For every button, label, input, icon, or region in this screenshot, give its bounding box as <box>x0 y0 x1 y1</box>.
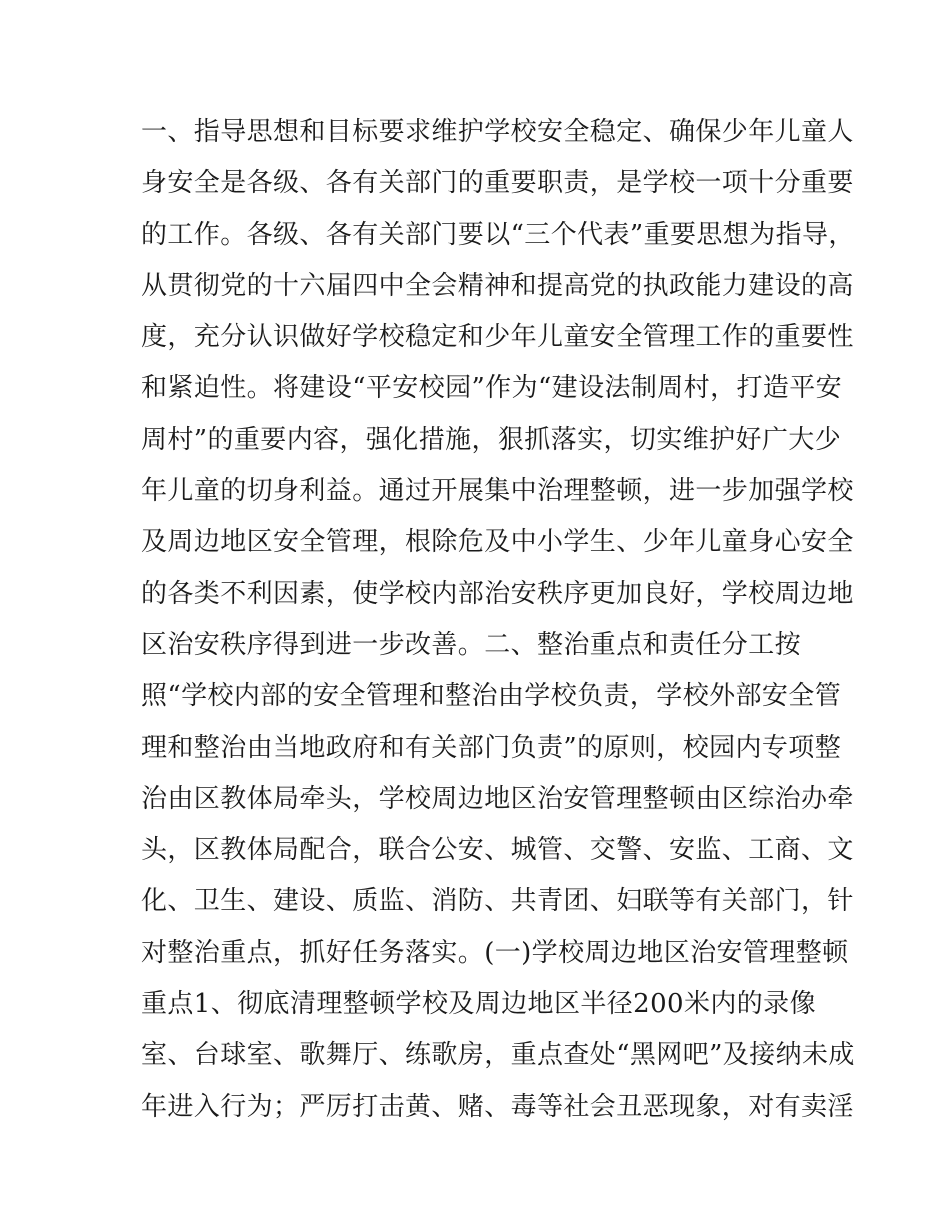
text-line: 和紧迫性。将建设“平安校园”作为“建设法制周村，打造平安 <box>141 373 843 404</box>
text-line: 年进入行为；严厉打击黄、赌、毒等社会丑恶现象，对有卖淫 <box>141 1091 854 1122</box>
body-text <box>141 107 855 1133</box>
text-line: 化、卫生、建设、质监、消防、共青团、妇联等有关部门，针 <box>141 886 854 917</box>
text-line: 一、指导思想和目标要求维护学校安全稳定、确保少年儿童人 <box>141 117 854 147</box>
text-line: 区治安秩序得到进一步改善。二、整治重点和责任分工按 <box>141 629 802 660</box>
text-line: 从贯彻党的十六届四中全会精神和提高党的执政能力建设的高 <box>141 270 854 301</box>
text-line: 理和整治由当地政府和有关部门负责”的原则，校园内专项整 <box>141 732 842 763</box>
text-line: 及周边地区安全管理，根除危及中小学生、少年儿童身心安全 <box>141 527 854 558</box>
text-line: 的各类不利因素，使学校内部治安秩序更加良好，学校周边地 <box>141 578 854 609</box>
text-line: 年儿童的切身利益。通过开展集中治理整顿，进一步加强学校 <box>141 476 854 507</box>
text-line: 对整治重点，抓好任务落实。(一)学校周边地区治安管理整顿 <box>141 937 849 968</box>
text-line: 头，区教体局配合，联合公安、城管、交警、安监、工商、文 <box>141 835 854 866</box>
text-line: 度，充分认识做好学校稳定和少年儿童安全管理工作的重要性 <box>141 322 854 353</box>
text-line: 身安全是各级、各有关部门的重要职责，是学校一项十分重要 <box>141 168 854 199</box>
text-line: 的工作。各级、各有关部门要以“三个代表”重要思想为指导， <box>141 219 855 250</box>
text-line: 治由区教体局牵头，学校周边地区治安管理整顿由区综治办牵 <box>141 783 854 814</box>
text-line: 室、台球室、歌舞厅、练歌房，重点查处“黑网吧”及接纳未成 <box>141 1040 855 1071</box>
text-line: 照“学校内部的安全管理和整治由学校负责，学校外部安全管 <box>141 681 842 712</box>
text-line: 周村”的重要内容，强化措施，狠抓落实，切实维护好广大少 <box>141 424 842 455</box>
text-line: 重点1、彻底清理整顿学校及周边地区半径200米内的录像 <box>141 989 816 1020</box>
